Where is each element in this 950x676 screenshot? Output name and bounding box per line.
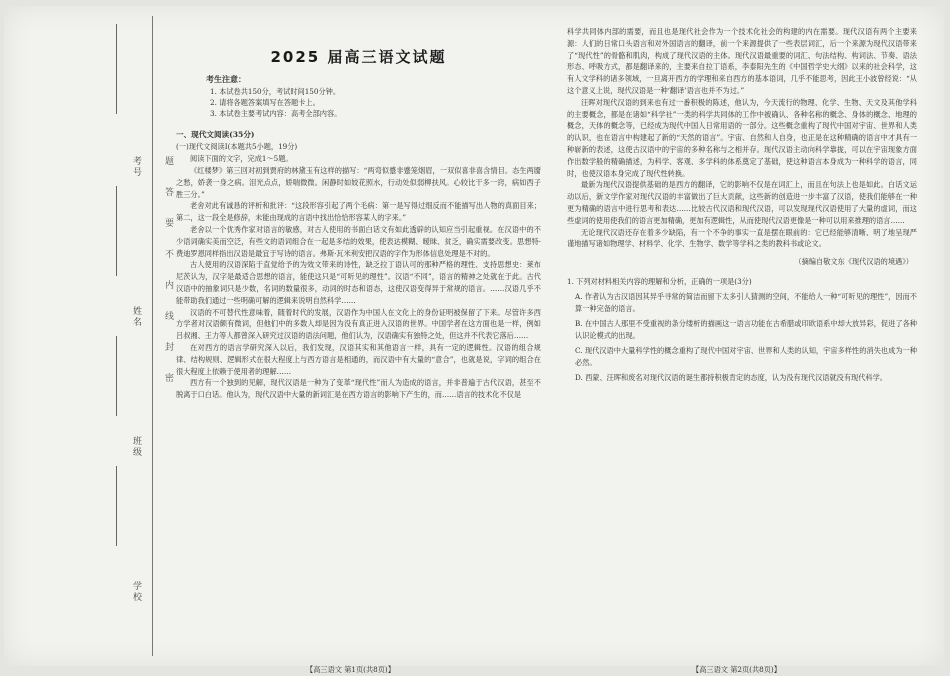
paragraph: 无论现代汉语还存在着多少缺陷，有一个不争的事实一直是摆在眼前的：它已经能够清晰、明了地呈现严谨地描写诸如物理学、材料学、化学、生物学、数学等学科之类的教科书或论文。 [567,227,917,249]
binding-line [152,16,153,656]
subsection-heading: (一)现代文阅读Ⅰ(本题共5小题，19分) [176,142,298,152]
source-citation: （摘编自敬文东《现代汉语的境遇》） [794,257,913,267]
paragraph: 古人使用的汉语深陷于直觉给予的为效文带来的诗性，缺乏拉丁语认可的那种严格的理性、支持思想史：莱布尼茨认为，汉字是最适合思想的语言，能使这只是“可听见的理性”。汉语“不同”，语言的精神之处就在于此。古代汉语中的抽象词只是少数，名词的数量很多，动词的时态和语态，这使汉语变得异于常规的语言。……汉语几乎不能带助我们通过一些明确可解的逻辑来说明自然科学…… [176,260,541,305]
label-exam-number: 考号 [131,156,141,178]
binding-rule [116,24,117,114]
page-footer: 【高三语文 第1页(共8页)】 [306,665,395,675]
label-class: 班级 [131,436,141,458]
seal-char: 答 [163,187,173,218]
seal-char: 要 [163,218,173,249]
exam-sheet [4,6,944,675]
seal-line-warning [162,156,175,404]
binding-rule [116,336,117,416]
paragraph: 老舍对此有诚恳的评析和批评：“这段形容引起了两个毛病：第一是写得过细反而不能描写出人物的真面目来；第二，这一段全是修辞，未能由现成的言语中找出恰恰形容某人的字来。” [176,201,541,223]
paragraph: 在对西方的语言学研究深入以后，我们发现，汉语其实和其他语言一样，具有一定的逻辑性。汉语的组合规律、结构规则、逻辑形式在很大程度上与西方语言是相通的，而汉语中有大量的“意合”，也就是说，字词的组合在很大程度上依赖于使用者的理解…… [176,342,541,376]
label-school: 学校 [131,581,141,603]
paragraph: 老舍以一个优秀作家对语言的敏感，对古人使用的书面白话文有如此透辟的认知应当引起重视。在汉语中的不少语词确实美而空泛，有些文的语词组合在一起是多结的效果，使表达模糊、暧昧、贫乏，确实需要改变。思想特·费迪罗恩同样指出汉语是最宜于写诗的语言。弗斯·瓦米利安把汉语的字作为形体信息处理是不对的。 [176,224,541,258]
binding-rule [116,466,117,546]
seal-char: 不 [163,249,173,280]
paragraph: 汉语的不可替代性意味着，随着时代的发展，汉语作为中国人在文化上的身份证明被保留了下来。尽管许多西方学者对汉语颇有微词，但他们中的多数人却是因为没有真正进入汉语的世界。中国学者在这方面也是一样，例如吕叔湘、王力等人都曾深入研究过汉语的语法问题，他们认为，汉语确实有独特之处，但这并不代表它落后…… [176,307,541,341]
page-1 [176,26,541,675]
option-d: D. 西蒙、汪晖和废名对现代汉语的诞生都持积极肯定的态度，认为没有现代汉语就没有现代科学。 [575,372,887,382]
label-name: 姓名 [131,306,141,328]
option-b: B. 在中国古人那里不受重视的条分缕析的描画这一语言功能在古希腊或印欧语系中却大放异彩，促进了各种认识论模式的出现。 [575,318,917,340]
section-heading: 一、现代文阅读(35分) [176,129,255,139]
notice-item: 2. 请将各题答案填写在答题卡上。 [210,97,320,107]
page-footer: 【高三语文 第2页(共8页)】 [692,665,781,675]
binding-rule [116,186,117,276]
seal-char: 封 [163,342,173,373]
seal-char: 密 [163,373,173,404]
paragraph: 最新为现代汉语提供基础的是西方的翻译，它的影响不仅是在词汇上，而且在句法上也是如此。白话文运动以后，新文学作家对现代汉语的丰富做出了巨大贡献，这些新的创造进一步丰富了汉语，使我们能够在一种更为精确的语言中进行思考和表达……比较古代汉语和现代汉语，可以发现现代汉语使用了大量的虚词，而这些虚词的使用使我们的语言更加精确，更加有逻辑性，从而使现代汉语更像是一种可以用来推理的语言…… [567,180,917,225]
question-stem: 1. 下列对材料相关内容的理解和分析，正确的一项是(3分) [567,276,752,286]
paragraph: 西方有一个独到的见解，现代汉语是一种为了变革“现代性”而人为造成的语言，并非普遍于古代汉语，甚至不脱离于口白话。他认为，现代汉语中大量的新词汇是在西方语言的影响下产生的，而……语言的技术化不仅是 [176,378,541,400]
option-a: A. 作者认为古汉语因其异乎寻常的简洁而留下太多引人猜测的空间，不能给人一种“可听见的理性”，因而不算一种完备的语言。 [575,291,917,313]
exam-title: 2025 届高三语文试题 [270,48,447,66]
instruction: 阅读下面的文字，完成1～5题。 [190,154,293,164]
seal-char: 题 [163,156,173,187]
paragraph: 汪晖对现代汉语的到来也有过一番积极的陈述，他认为，今天流行的物理、化学、生物、天文及其他学科的主要概念，都是在诸如“科学社”一类的科学共同体的工作中被确认、各种名称的概念、身体的概念、地理的概念，天体的概念等，已经成为现代中国人日常用语的一部分。这些概念重构了现代中国对宇宙、世界和人类的认识，也在语言中构建起了新的“天然的语言”。宇宙、自然和人自身，也正是在这种精确的语言中才具有一种崭新的表述，这使古汉语中的宇宙的多种名称与之相并存。现代汉语主动向科学靠拢，可以在宇宙现象方面作出数学般的精确描述，为科学、客观、多学科的体系奠定了基础，使这种语言本身成为一种科学的语言，同时，也使汉语本身完成了现代性转换。 [567,97,917,178]
option-c: C. 现代汉语中大量科学性的概念重构了现代中国对宇宙、世界和人类的认知，宇宙多样性的消失也成为一种必然。 [575,345,917,367]
paragraph: 科学共同体内部的需要，而且也是现代社会作为一个技术化社会的构建的内在需要。现代汉语有两个主要来源：人们的日常口头语言和对外国语言的翻译，前一个来源提供了一些表层词汇，后一个来源为现代汉语带来了“现代性”的骨骼和肌肉，构成了现代汉语的主体。现代汉语最重要的词汇、句法结构、构词法、节奏、语法形态、呼吸方式，都是翻译来的，主要来自拉丁语系，李泰阳先生的《中国哲学史大纲》以来的社会科学，这有人文学科的诸多领域，一旦离开西方的学理和来自西方的基本语词，几乎不能思考，因此王小波曾经说：“从这个意义上说，现代汉语是一种‘翻译’语言也并不为过。” [567,27,917,95]
seal-char: 线 [163,311,173,342]
notice-item: 3. 本试卷主要考试内容：高考全部内容。 [210,108,342,118]
notice-item: 1. 本试卷共150分，考试时间150分钟。 [210,86,341,96]
seal-char: 内 [163,280,173,311]
page-2 [567,26,917,675]
question-1 [567,276,917,384]
paragraph: 《红楼梦》第三回对初到贾府的林黛玉有这样的描写：“两弯似蹙非蹙笼烟眉，一双似喜非喜含情目。态生两靥之愁，娇袭一身之病。泪光点点，娇喘微微。闲静时如姣花照水，行动处似弱柳扶风。心较比干多一窍，病如西子胜三分。” [176,165,541,199]
notice-title: 考生注意： [206,73,246,84]
